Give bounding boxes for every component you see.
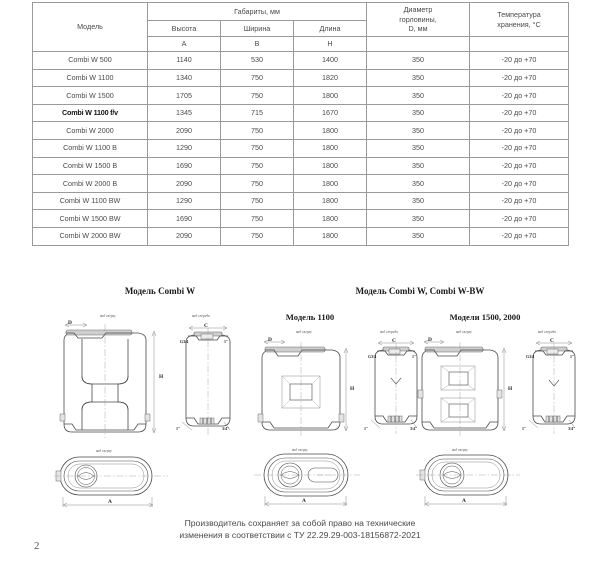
- figure-model15002000-top-view: [408, 448, 526, 510]
- cell-neck-diameter: 350: [367, 175, 470, 193]
- table-row: [33, 104, 569, 122]
- view-label-front-3: вид спереди: [538, 330, 556, 334]
- fitting-1in-label-4: 1": [364, 426, 369, 431]
- header-storage-temperature: [470, 3, 569, 37]
- cell-model: Combi W 500: [33, 52, 148, 70]
- cell-length-h: 1800: [294, 87, 367, 105]
- fitting-g34-label-3: G3/4: [526, 354, 535, 359]
- fitting-1in-label-1: 1": [224, 339, 229, 344]
- cell-neck-diameter: 350: [367, 122, 470, 140]
- cell-neck-diameter: 350: [367, 69, 470, 87]
- dimension-h-1: H: [159, 374, 164, 380]
- dimension-d-2: D: [268, 337, 272, 343]
- table-row: [33, 87, 569, 105]
- cell-model: Combi W 1500 B: [33, 157, 148, 175]
- diagram-group1-title: Модель Combi W: [124, 286, 196, 296]
- cell-width-b: 530: [221, 52, 294, 70]
- header-width: Ширина: [221, 21, 294, 37]
- header-length: Длина: [294, 21, 367, 37]
- cell-length-h: 1800: [294, 139, 367, 157]
- dimension-c-1: C: [204, 323, 208, 329]
- view-label-top-3: вид сверху: [296, 330, 312, 334]
- tank-outline-drawing-3: [252, 330, 362, 442]
- footer-disclaimer: [0, 517, 600, 542]
- cell-storage-temperature: -20 до +70: [470, 87, 569, 105]
- cell-width-b: 750: [221, 227, 294, 245]
- cell-neck-diameter: 350: [367, 227, 470, 245]
- tank-top-outline-3: [408, 448, 526, 510]
- cell-model: Combi W 1100: [33, 69, 148, 87]
- cell-width-b: 750: [221, 175, 294, 193]
- view-label-top-1: вид сверху: [100, 314, 116, 318]
- view-label-front-2: вид спереди: [380, 330, 398, 334]
- diagram-sub2-title: Модели 1500, 2000: [449, 312, 521, 322]
- header-dimensions-group: Габариты, мм: [148, 3, 367, 21]
- cell-width-b: 750: [221, 87, 294, 105]
- dimension-a-1: A: [108, 499, 112, 505]
- dimension-a-2: A: [302, 498, 306, 504]
- cell-storage-temperature: -20 до +70: [470, 227, 569, 245]
- cell-width-b: 715: [221, 104, 294, 122]
- cell-length-h: 1800: [294, 122, 367, 140]
- cell-height-a: 1340: [148, 69, 221, 87]
- tank-outline-drawing-6: [516, 330, 592, 442]
- figure-combiw-top-view: [52, 449, 172, 511]
- cell-model: Combi W 1500: [33, 87, 148, 105]
- figure-model15002000-side-view: [516, 330, 592, 442]
- footer-line-2: изменения в соответствии с ТУ 22.29.29-003-18156872-2021: [179, 530, 421, 541]
- cell-length-h: 1800: [294, 175, 367, 193]
- cell-width-b: 750: [221, 69, 294, 87]
- cell-storage-temperature: -20 до +70: [470, 104, 569, 122]
- dimension-c-2: C: [392, 338, 396, 344]
- cell-model: Combi W 1100 BW: [33, 192, 148, 210]
- cell-neck-diameter: 350: [367, 52, 470, 70]
- figure-combiw-front-view: [52, 314, 172, 444]
- cell-neck-diameter: 350: [367, 104, 470, 122]
- cell-storage-temperature: -20 до +70: [470, 52, 569, 70]
- cell-storage-temperature: -20 до +70: [470, 192, 569, 210]
- cell-length-h: 1800: [294, 192, 367, 210]
- cell-width-b: 750: [221, 192, 294, 210]
- cell-height-a: 1690: [148, 210, 221, 228]
- cell-model: Combi W 1500 BW: [33, 210, 148, 228]
- cell-model: Combi W 2000 BW: [33, 227, 148, 245]
- header-row-1: [33, 3, 569, 21]
- cell-neck-diameter: 350: [367, 87, 470, 105]
- cell-storage-temperature: -20 до +70: [470, 139, 569, 157]
- cell-storage-temperature: -20 до +70: [470, 210, 569, 228]
- cell-model: Combi W 1100 B: [33, 139, 148, 157]
- cell-height-a: 1140: [148, 52, 221, 70]
- technical-drawings-section: [0, 286, 600, 526]
- fitting-1in-label-5: 1": [570, 354, 575, 359]
- figure-model1100-front-view: [252, 330, 362, 442]
- table-header: [33, 3, 569, 52]
- header-neck-diameter-line3: D, мм: [408, 24, 428, 34]
- cell-length-h: 1670: [294, 104, 367, 122]
- tank-outline-drawing-5: [412, 330, 520, 442]
- cell-storage-temperature: -20 до +70: [470, 157, 569, 175]
- figure-model1100-top-view: [248, 448, 366, 510]
- cell-model: Combi W 2000 B: [33, 175, 148, 193]
- cell-neck-diameter: 350: [367, 210, 470, 228]
- fitting-34in-label-2: 3/4": [410, 426, 418, 431]
- cell-neck-diameter: 350: [367, 139, 470, 157]
- table-row: [33, 157, 569, 175]
- table-row: [33, 139, 569, 157]
- dimension-c-3: C: [550, 338, 554, 344]
- fitting-1in-label-3: 1": [412, 354, 417, 359]
- fitting-1in-label-6: 1": [522, 426, 527, 431]
- cell-neck-diameter: 350: [367, 192, 470, 210]
- cell-length-h: 1400: [294, 52, 367, 70]
- cell-height-a: 1290: [148, 192, 221, 210]
- view-label-front-1: вид спереди: [192, 314, 210, 318]
- table-row: [33, 69, 569, 87]
- cell-model: Combi W 1100 f/v: [33, 104, 148, 122]
- cell-model: Combi W 2000: [33, 122, 148, 140]
- cell-width-b: 750: [221, 210, 294, 228]
- fitting-1in-label-2: 1": [176, 426, 181, 431]
- cell-length-h: 1820: [294, 69, 367, 87]
- tank-outline-drawing-2: [168, 314, 248, 444]
- cell-width-b: 750: [221, 157, 294, 175]
- cell-storage-temperature: -20 до +70: [470, 175, 569, 193]
- fitting-g34-label-1: G3/4: [180, 339, 189, 344]
- page-number: 2: [34, 540, 40, 552]
- cell-neck-diameter: 350: [367, 157, 470, 175]
- header-neck-diameter: [367, 3, 470, 37]
- tank-top-outline-1: [52, 449, 172, 511]
- dimension-a-3: A: [462, 498, 466, 504]
- cell-height-a: 1290: [148, 139, 221, 157]
- cell-length-h: 1800: [294, 227, 367, 245]
- dimension-d-1: D: [68, 320, 72, 326]
- fitting-34in-label-1: 3/4": [222, 426, 230, 431]
- view-label-top-6: вид сверху: [452, 448, 468, 452]
- header-storage-temperature-line1: Температура: [497, 9, 541, 19]
- view-label-top-2: вид сверху: [96, 449, 112, 453]
- cell-width-b: 750: [221, 122, 294, 140]
- view-label-top-4: вид сверху: [292, 448, 308, 452]
- dimension-h-2: H: [350, 386, 355, 392]
- table-row: [33, 192, 569, 210]
- header-spacer-t: [470, 37, 569, 52]
- cell-height-a: 1345: [148, 104, 221, 122]
- figure-combiw-side-view: [168, 314, 248, 444]
- cell-height-a: 2090: [148, 227, 221, 245]
- table-row: [33, 227, 569, 245]
- cell-storage-temperature: -20 до +70: [470, 122, 569, 140]
- cell-height-a: 1705: [148, 87, 221, 105]
- header-code-a: А: [148, 37, 221, 52]
- diagram-sub1-title: Модель 1100: [285, 312, 335, 322]
- fitting-34in-label-3: 3/4": [568, 426, 576, 431]
- table-row: [33, 52, 569, 70]
- tank-top-outline-2: [248, 448, 366, 510]
- footer-line-1: Производитель сохраняет за собой право на технические: [184, 518, 416, 528]
- header-code-h: Н: [294, 37, 367, 52]
- header-code-b: В: [221, 37, 294, 52]
- tank-outline-drawing-1: [52, 314, 172, 444]
- table-row: [33, 175, 569, 193]
- header-model: Модель: [33, 3, 148, 52]
- table-body: [33, 52, 569, 246]
- table-row: [33, 210, 569, 228]
- dimension-h-3: H: [508, 386, 513, 392]
- cell-length-h: 1800: [294, 210, 367, 228]
- cell-storage-temperature: -20 до +70: [470, 69, 569, 87]
- header-height: Высота: [148, 21, 221, 37]
- header-neck-diameter-line2: горловины,: [399, 14, 437, 24]
- cell-length-h: 1800: [294, 157, 367, 175]
- header-neck-diameter-line1: Диаметр: [403, 4, 433, 14]
- diagram-group2-title: Модель Combi W, Combi W-BW: [355, 286, 485, 296]
- fitting-g34-label-2: G3/4: [368, 354, 377, 359]
- cell-height-a: 1690: [148, 157, 221, 175]
- view-label-top-5: вид сверху: [456, 330, 472, 334]
- cell-height-a: 2090: [148, 175, 221, 193]
- dimension-d-3: D: [428, 337, 432, 343]
- table-row: [33, 122, 569, 140]
- cell-width-b: 750: [221, 139, 294, 157]
- header-spacer-d: [367, 37, 470, 52]
- cell-height-a: 2090: [148, 122, 221, 140]
- header-storage-temperature-line2: хранения, °С: [497, 19, 541, 29]
- specification-table-container: [32, 2, 568, 246]
- specification-table: [32, 2, 569, 246]
- figure-model15002000-front-view: [412, 330, 520, 442]
